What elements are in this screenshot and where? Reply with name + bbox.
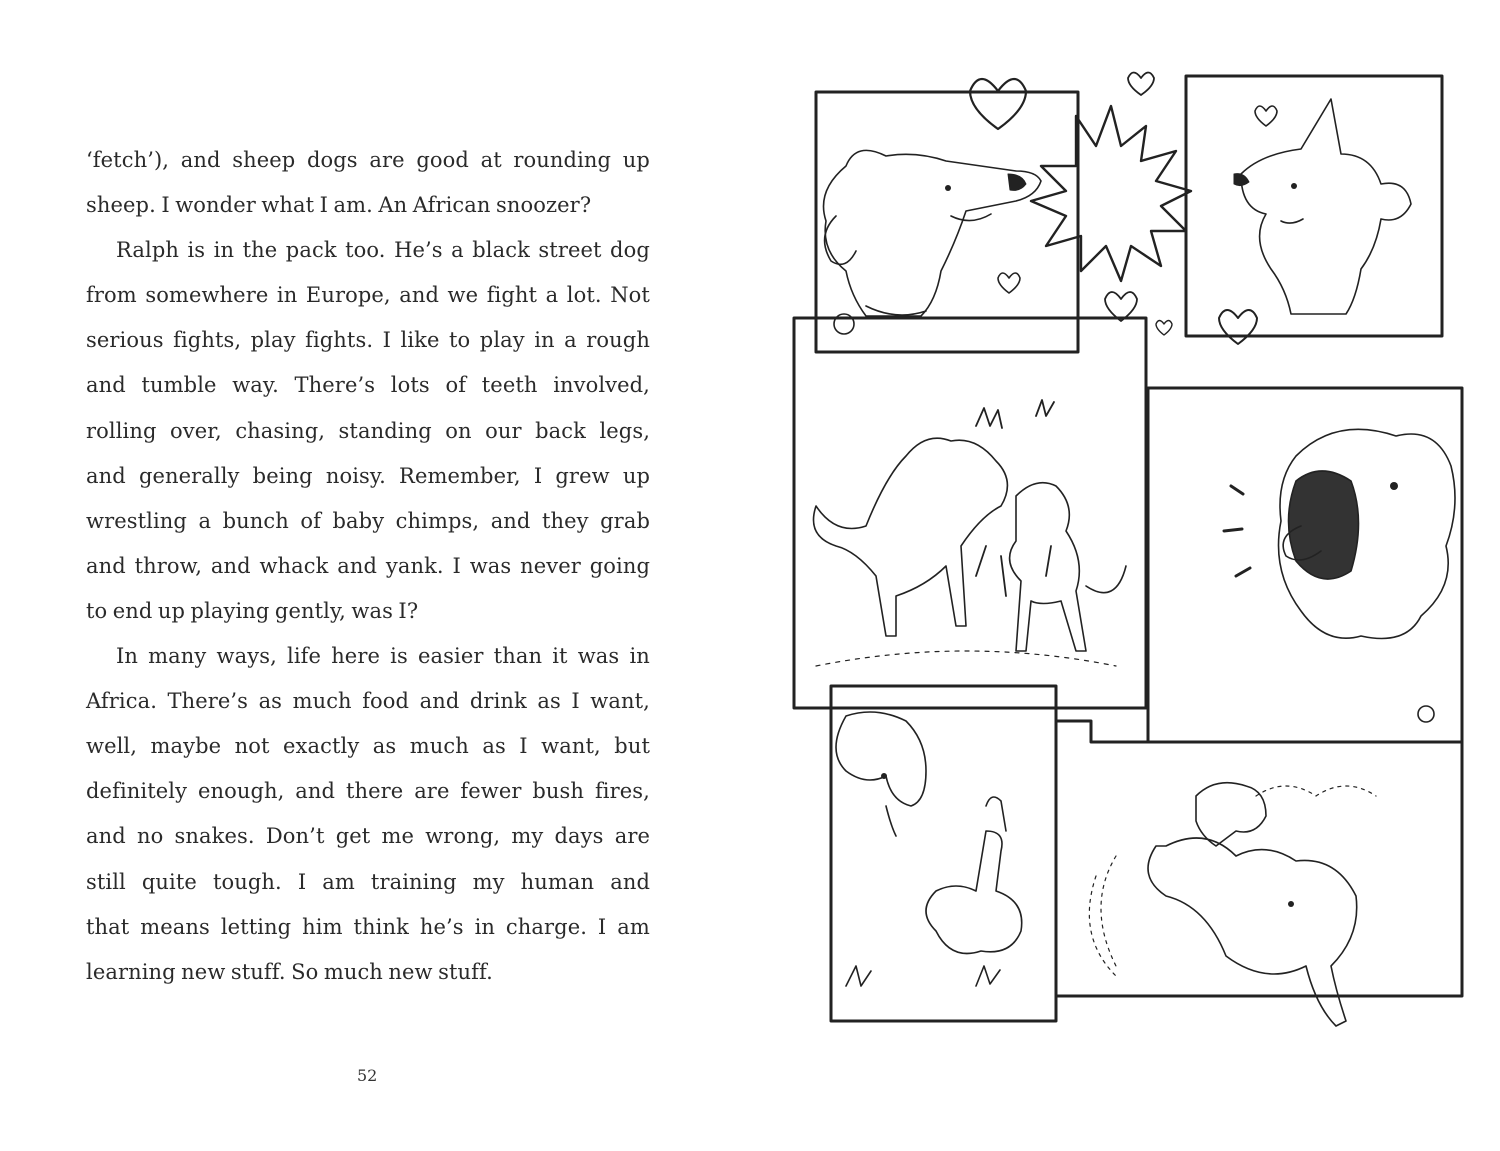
text-line: learning new stuff. So much new stuff. <box>86 959 493 984</box>
heart-icon <box>970 73 1277 345</box>
comic-illustration <box>776 56 1476 1066</box>
panel-dog-barking <box>1148 388 1462 742</box>
text-line: and generally being noisy. Remember, I grew up <box>86 463 650 488</box>
text-line: sheep. I wonder what I am. An African snoozer? <box>86 193 592 218</box>
text-line: Africa. There’s as much food and drink as I want, <box>86 689 650 714</box>
text-line: well, maybe not exactly as much as I want, but <box>86 734 650 759</box>
text-line: wrestling a bunch of baby chimps, and they grab <box>86 508 650 533</box>
text-line: still quite tough. I am training my human and <box>86 869 650 894</box>
text-page <box>86 138 650 995</box>
text-line: and tumble way. There’s lots of teeth involved, <box>86 373 650 398</box>
body-text <box>86 138 650 995</box>
panel-dogs-chasing <box>1056 721 1462 1026</box>
panel-dogs-face-off-left <box>816 92 1078 352</box>
text-line: rolling over, chasing, standing on our back legs, <box>86 418 650 443</box>
text-line: In many ways, life here is easier than it was in <box>116 644 650 669</box>
page-number: 52 <box>357 1066 378 1085</box>
panel-dogs-face-off-right <box>1186 76 1442 336</box>
text-line: and throw, and whack and yank. I was never going <box>86 553 650 578</box>
text-line: that means letting him think he’s in charge. I am <box>86 914 650 939</box>
text-line: Ralph is in the pack too. He’s a black street dog <box>116 238 650 263</box>
panel-dogs-rear-up-playing <box>794 318 1146 708</box>
burst-icon <box>1031 106 1191 281</box>
text-line: from somewhere in Europe, and we fight a lot. Not <box>86 283 650 308</box>
text-line: and no snakes. Don’t get me wrong, my days are <box>86 824 650 849</box>
text-line: to end up playing gently, was I? <box>86 598 419 623</box>
text-line: ‘fetch’), and sheep dogs are good at rounding up <box>86 148 650 172</box>
text-line: definitely enough, and there are fewer bush fires, <box>86 779 650 804</box>
text-line: serious fights, play fights. I like to play in a rough <box>86 328 650 353</box>
panel-dog-rolling-on-back <box>831 686 1056 1021</box>
